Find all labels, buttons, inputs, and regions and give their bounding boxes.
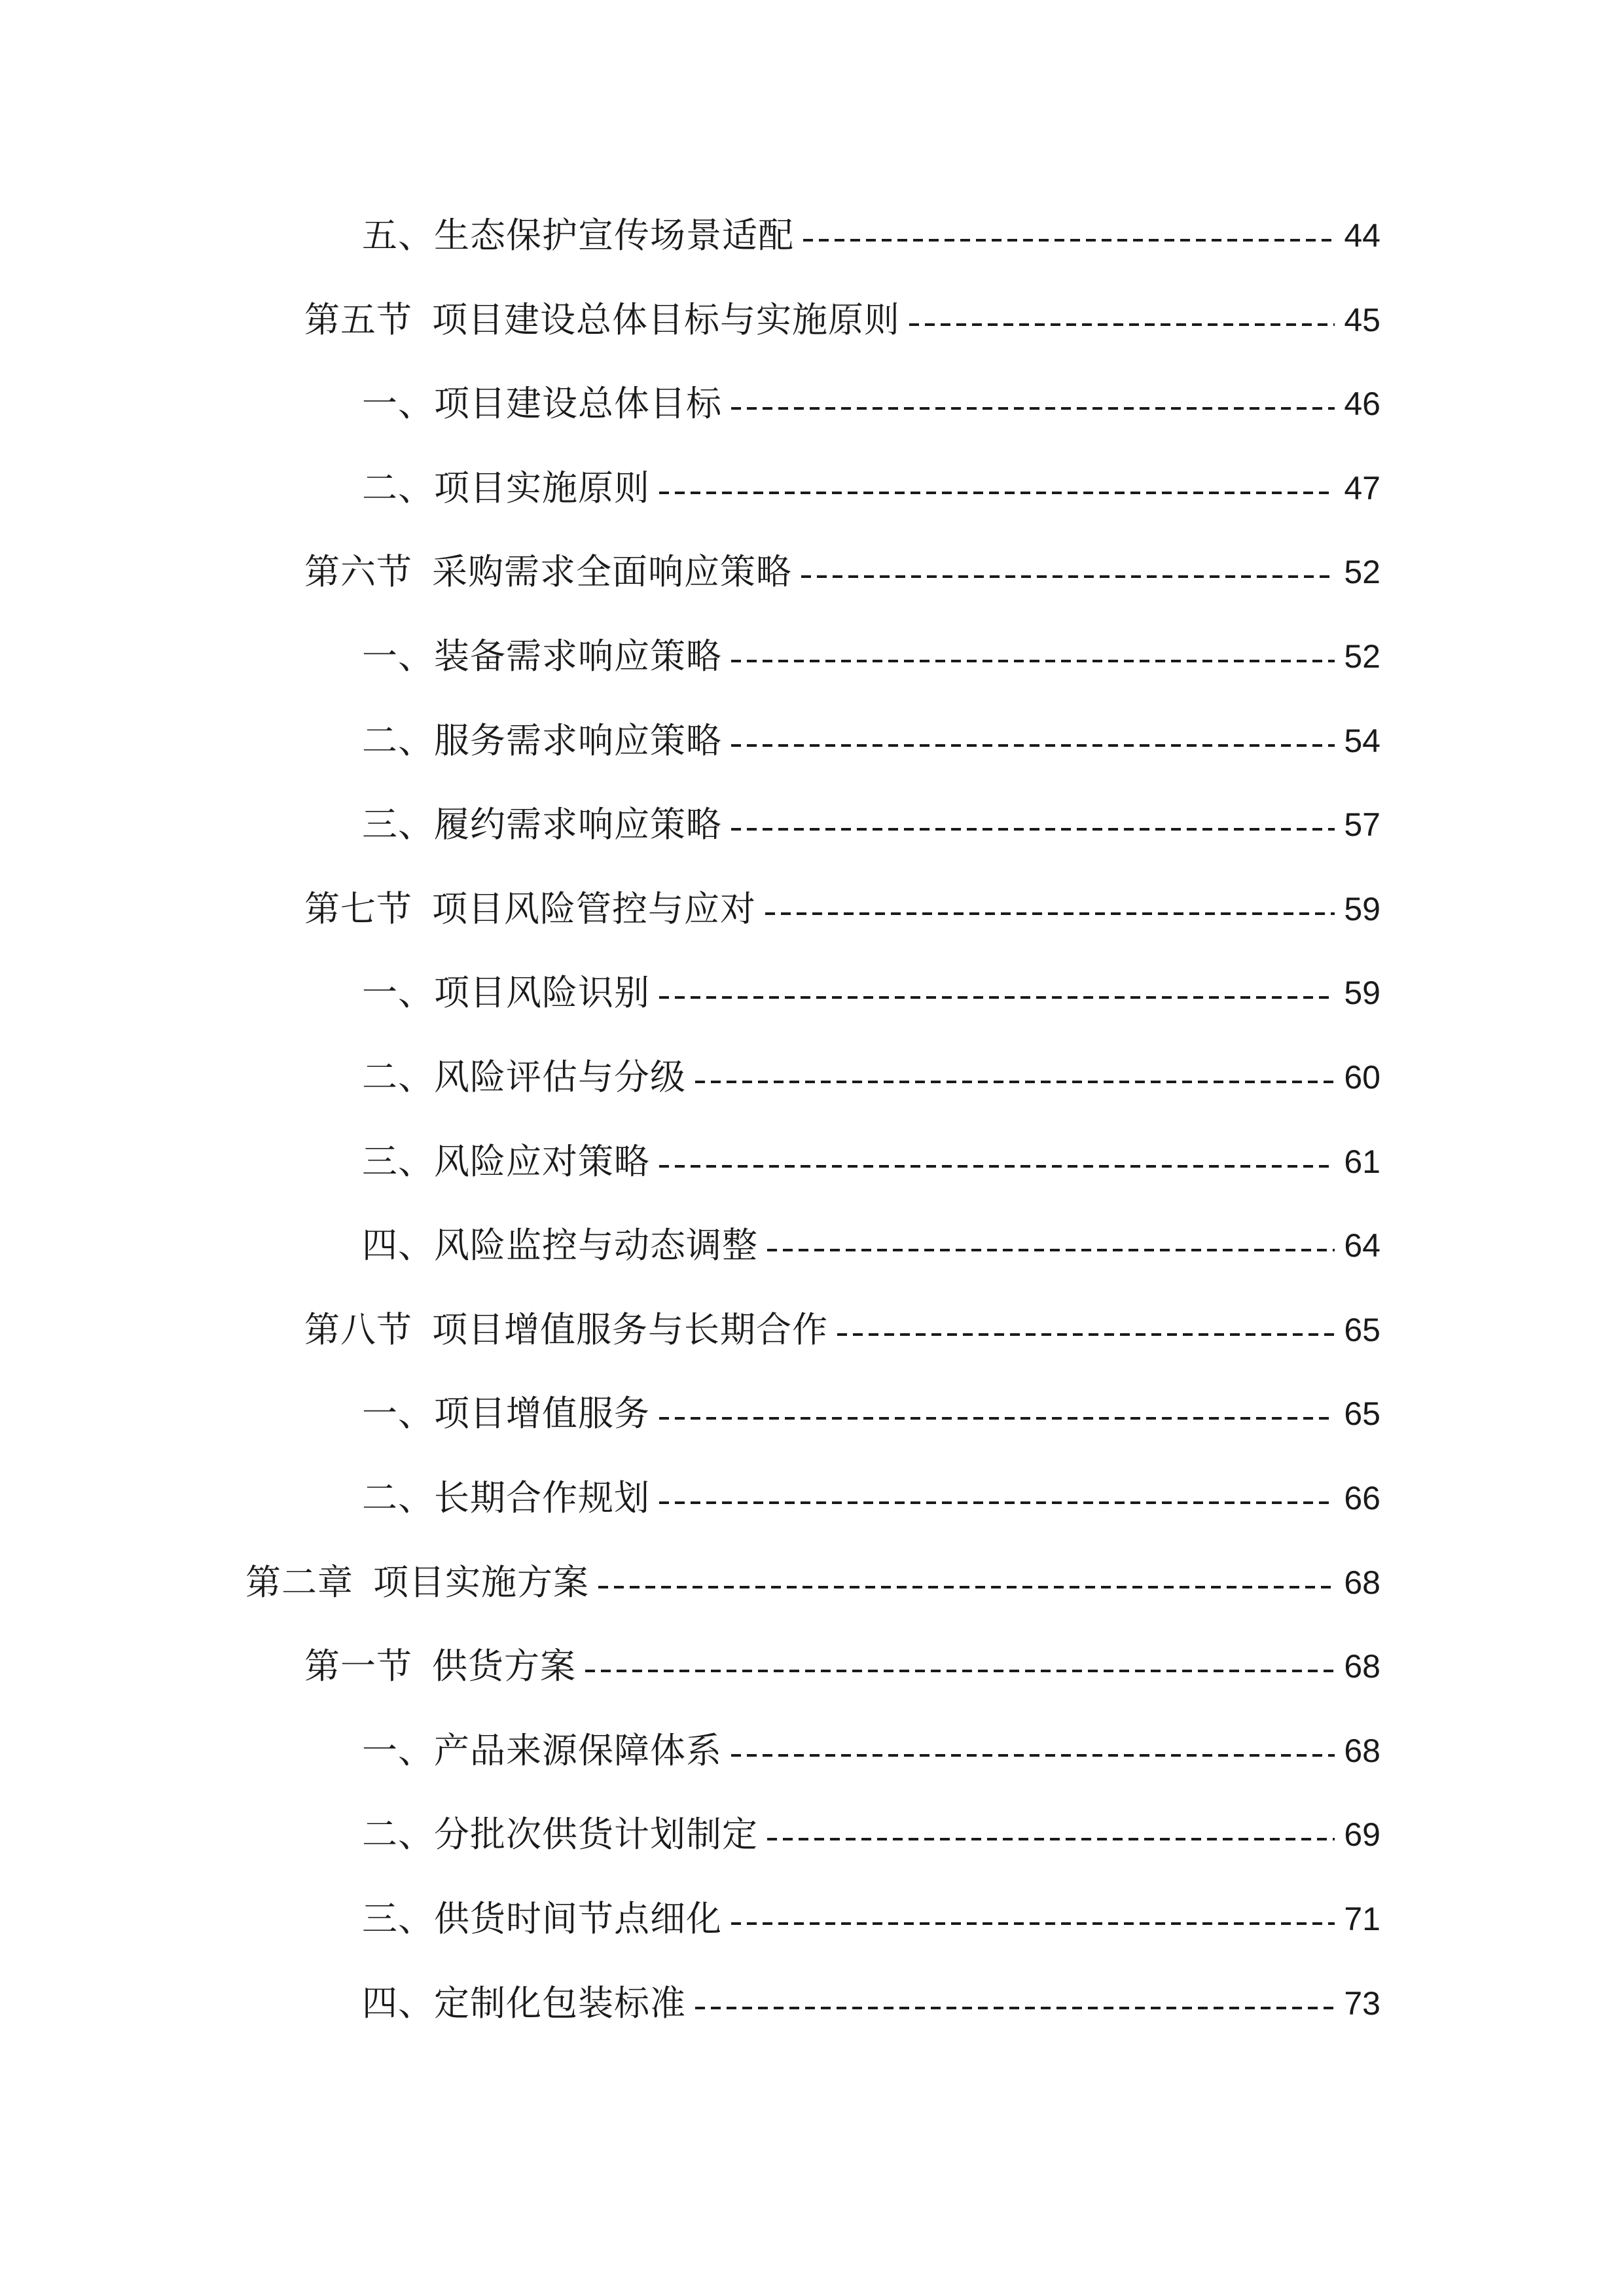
toc-entry[interactable] — [362, 459, 1380, 518]
toc-page-number: 52 — [1344, 638, 1380, 675]
toc-entry-number: 三、 — [362, 1141, 434, 1182]
toc-page-number: 64 — [1344, 1227, 1380, 1264]
toc-entry-number: 四、 — [362, 1982, 434, 2024]
toc-entry[interactable] — [362, 1805, 1380, 1864]
toc-entry[interactable] — [362, 1890, 1380, 1948]
toc-entry-text: 分批次供货计划制定 — [434, 1814, 758, 1855]
toc-entry-title — [304, 888, 756, 929]
toc-entry-text: 风险评估与分级 — [434, 1056, 686, 1098]
toc-entry-title — [362, 636, 722, 677]
toc-entry-title — [304, 1309, 828, 1350]
toc-page-number: 71 — [1344, 1901, 1380, 1937]
toc-entry-number: 第六节 — [304, 551, 412, 592]
toc-entry-text: 履约需求响应策略 — [434, 804, 722, 845]
toc-entry-text: 项目实施原则 — [434, 467, 650, 509]
toc-page-number: 68 — [1344, 1648, 1380, 1685]
toc-entry-number: 二、 — [362, 720, 434, 761]
toc-entry-text: 项目风险识别 — [434, 972, 650, 1013]
toc-entry-title — [362, 804, 722, 845]
toc-page-number: 66 — [1344, 1480, 1380, 1516]
toc-entry-text: 服务需求响应策略 — [434, 720, 722, 761]
toc-entry[interactable] — [362, 206, 1380, 265]
toc-entry-number: 一、 — [362, 383, 434, 424]
toc-page-number: 61 — [1344, 1143, 1380, 1180]
toc-entry-number: 第一节 — [304, 1645, 412, 1687]
toc-entry-title — [362, 215, 794, 256]
toc-entry-number: 一、 — [362, 1730, 434, 1771]
toc-dot-leader — [767, 1838, 1335, 1840]
toc-dot-leader — [659, 1501, 1335, 1504]
toc-entry-number: 二、 — [362, 467, 434, 509]
toc-dot-leader — [731, 744, 1335, 747]
toc-entry-text: 项目建设总体目标 — [434, 383, 722, 424]
toc-entry[interactable] — [362, 1721, 1380, 1780]
toc-entry[interactable] — [362, 374, 1380, 433]
toc-entry-text: 供货时间节点细化 — [434, 1898, 722, 1939]
toc-dot-leader — [695, 2007, 1335, 2009]
toc-page-number: 46 — [1344, 386, 1380, 422]
toc-entry-title — [304, 551, 792, 592]
toc-entry[interactable] — [362, 1216, 1380, 1275]
toc-entry-title — [362, 1898, 722, 1939]
toc-dot-leader — [765, 912, 1335, 915]
toc-dot-leader — [731, 660, 1335, 662]
toc-dot-leader — [659, 996, 1335, 999]
toc-entry-number: 二、 — [362, 1477, 434, 1518]
toc-entry[interactable] — [304, 1300, 1380, 1359]
toc-dot-leader — [731, 828, 1335, 831]
toc-page-number: 69 — [1344, 1816, 1380, 1853]
toc-page-number: 54 — [1344, 723, 1380, 759]
toc-dot-leader — [803, 239, 1335, 242]
toc-entry-number: 四、 — [362, 1225, 434, 1266]
toc-page-number: 73 — [1344, 1985, 1380, 2022]
toc-entry-title — [362, 467, 650, 509]
toc-entry-text: 供货方案 — [432, 1645, 576, 1687]
toc-entry-title — [362, 1056, 686, 1098]
toc-page-number: 68 — [1344, 1732, 1380, 1769]
toc-entry[interactable] — [362, 1048, 1380, 1107]
toc-entry-number: 三、 — [362, 804, 434, 845]
toc-entry-text: 项目风险管控与应对 — [432, 888, 756, 929]
toc-entry-title — [362, 1814, 758, 1855]
toc-entry-number: 第八节 — [304, 1309, 412, 1350]
toc-entry-title — [362, 1730, 722, 1771]
toc-entry-title — [245, 1562, 589, 1603]
toc-entry-number: 一、 — [362, 1393, 434, 1434]
toc-dot-leader — [585, 1670, 1335, 1672]
toc-entry-number: 第五节 — [304, 299, 412, 340]
toc-dot-leader — [837, 1333, 1335, 1336]
toc-dot-leader — [659, 1417, 1335, 1420]
toc-entry-number: 第二章 — [245, 1562, 353, 1603]
toc-entry-title — [362, 1141, 650, 1182]
toc-dot-leader — [695, 1081, 1335, 1083]
toc-dot-leader — [659, 492, 1335, 494]
toc-dot-leader — [767, 1249, 1335, 1251]
toc-entry-text: 风险应对策略 — [434, 1141, 650, 1182]
toc-page-number: 60 — [1344, 1059, 1380, 1096]
toc-entry-title — [362, 720, 722, 761]
toc-entry[interactable] — [362, 1469, 1380, 1528]
toc-entry[interactable] — [362, 1384, 1380, 1443]
toc-entry-number: 第七节 — [304, 888, 412, 929]
toc-entry-text: 项目建设总体目标与实施原则 — [432, 299, 900, 340]
toc-page-number: 65 — [1344, 1312, 1380, 1348]
toc-dot-leader — [731, 1754, 1335, 1757]
toc-page-number: 59 — [1344, 975, 1380, 1011]
toc-entry-title — [362, 1477, 650, 1518]
toc-entry[interactable] — [304, 880, 1380, 939]
toc-entry-title — [362, 1982, 686, 2024]
toc-entry-title — [362, 1393, 650, 1434]
toc-entry-text: 风险监控与动态调整 — [434, 1225, 758, 1266]
toc-entry[interactable] — [362, 711, 1380, 770]
toc-dot-leader — [801, 575, 1335, 578]
toc-dot-leader — [659, 1165, 1335, 1168]
toc-entry[interactable] — [245, 1553, 1380, 1612]
toc-entry[interactable] — [362, 1974, 1380, 2033]
toc-page-number: 47 — [1344, 470, 1380, 507]
toc-entry-title — [304, 299, 900, 340]
toc-page-number: 45 — [1344, 302, 1380, 338]
toc-dot-leader — [731, 407, 1335, 410]
toc-entry-number: 五、 — [362, 215, 434, 256]
toc-entry[interactable] — [362, 963, 1380, 1022]
toc-entry-text: 项目实施方案 — [373, 1562, 589, 1603]
toc-page-number: 68 — [1344, 1564, 1380, 1601]
toc-entry-title — [362, 383, 722, 424]
toc-entry[interactable] — [304, 543, 1380, 601]
toc-entry-text: 定制化包装标准 — [434, 1982, 686, 2024]
toc-entry-text: 采购需求全面响应策略 — [432, 551, 792, 592]
toc-page-number: 65 — [1344, 1395, 1380, 1432]
toc-entry[interactable] — [304, 1637, 1380, 1696]
toc-entry-number: 二、 — [362, 1056, 434, 1098]
toc-page-number: 59 — [1344, 891, 1380, 927]
toc-entry-text: 装备需求响应策略 — [434, 636, 722, 677]
toc-entry-text: 长期合作规划 — [434, 1477, 650, 1518]
toc-dot-leader — [909, 323, 1335, 326]
toc-entry-title — [304, 1645, 576, 1687]
toc-entry-number: 三、 — [362, 1898, 434, 1939]
toc-entry-number: 二、 — [362, 1814, 434, 1855]
toc-page-number: 52 — [1344, 554, 1380, 590]
toc-entry-number: 一、 — [362, 636, 434, 677]
toc-entry-title — [362, 972, 650, 1013]
toc-dot-leader — [731, 1922, 1335, 1925]
toc-entry[interactable] — [304, 291, 1380, 350]
toc-entry-text: 项目增值服务 — [434, 1393, 650, 1434]
toc-entry[interactable] — [362, 627, 1380, 686]
toc-entry[interactable] — [362, 1132, 1380, 1191]
toc-page-number: 57 — [1344, 806, 1380, 843]
toc-page-number: 44 — [1344, 217, 1380, 254]
toc-entry-number: 一、 — [362, 972, 434, 1013]
toc-entry-text: 项目增值服务与长期合作 — [432, 1309, 828, 1350]
toc-entry-text: 生态保护宣传场景适配 — [434, 215, 794, 256]
toc-entry-title — [362, 1225, 758, 1266]
toc-entry-text: 产品来源保障体系 — [434, 1730, 722, 1771]
toc-entry[interactable] — [362, 795, 1380, 854]
toc-dot-leader — [598, 1586, 1335, 1588]
